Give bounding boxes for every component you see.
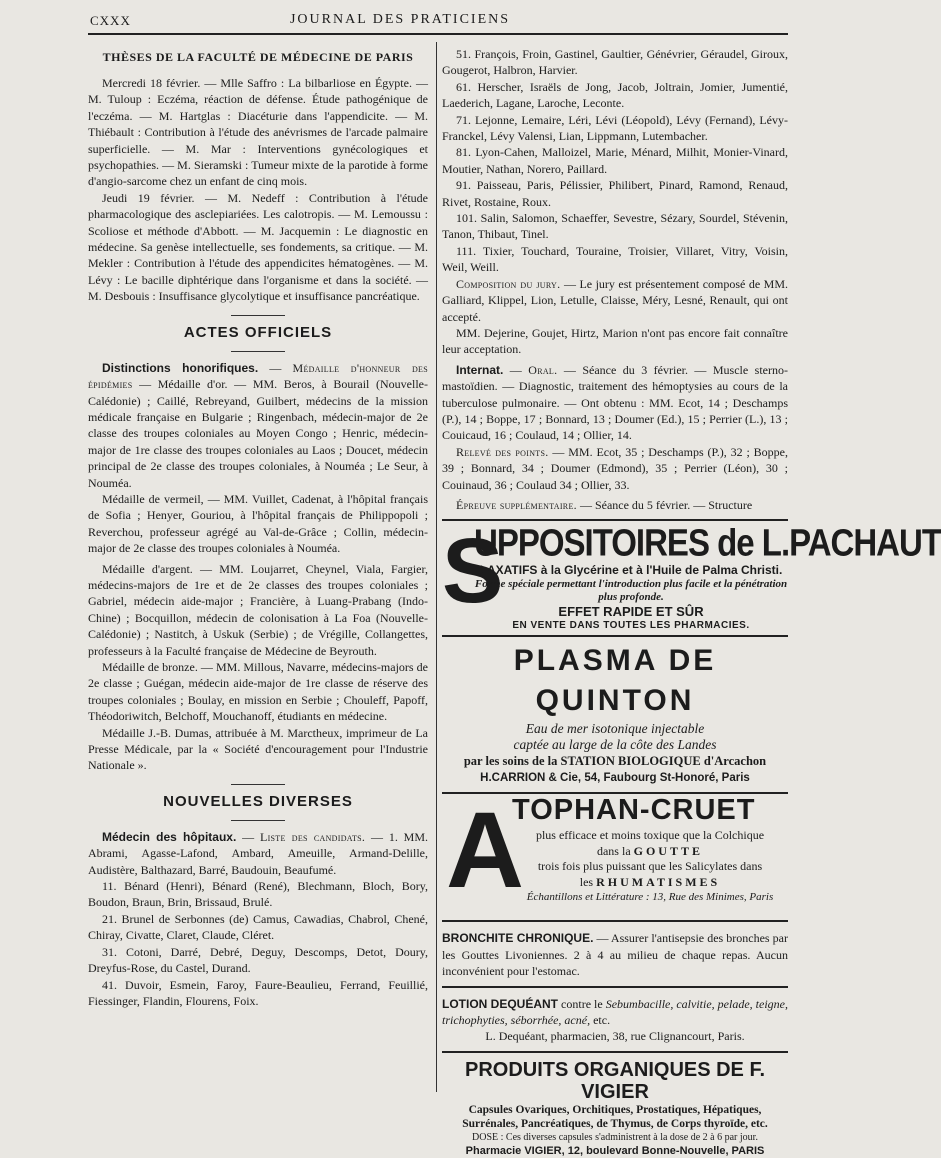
- jury-paragraph: [442, 276, 788, 325]
- ad-atophan-line4: [512, 875, 788, 891]
- left-column: [88, 46, 428, 1009]
- ad-bronchite-body: — Assurer l'antisepsie des bronches par les Gouttes Livoniennes. 2 à 4 au milieu de chaque repas. Aucun inconvénient pour l'estomac.: [442, 931, 788, 979]
- jury-text: — Le jury est présentement composé de MM. Galliard, Klippel, Lion, Letulle, Claisse, Méry, Lesné, Renault, qui ont accepté.: [442, 276, 788, 324]
- ad-pachaut-initial: S: [442, 520, 504, 623]
- ad-atophan-goutte: GOUTTE: [633, 843, 703, 858]
- ad-pachaut-brand: UPPOSITOIRES de L.PACHAUT: [474, 521, 941, 565]
- nouvelles-list-label: Liste des candidats.: [259, 829, 366, 844]
- candidates-group: 11. Bénard (Henri), Bénard (René), Blechmann, Bloch, Bory, Boudon, Braun, Brin, Brissaud, Brulé.: [88, 879, 428, 910]
- jury-label: Composition du jury.: [456, 276, 561, 291]
- nouvelles-lead: Médecin des hôpitaux.: [102, 829, 237, 844]
- ad-vigier-line3: DOSE : Ces diverses capsules s'administrent à la dose de 2 à 6 par jour.: [472, 1131, 758, 1143]
- actes-title: ACTES OFFICIELS: [183, 323, 333, 341]
- candidates-group: 91. Paisseau, Paris, Pélissier, Philibert, Pinard, Ramond, Renaud, Rivet, Rostaine, Roux.: [442, 178, 788, 209]
- candidates-group: 111. Tixier, Touchard, Touraine, Troisier, Villaret, Vitry, Voisin, Weil, Weill.: [442, 243, 788, 275]
- section-divider: [231, 351, 285, 352]
- ad-atophan-title: TOPHAN-CRUET: [512, 794, 756, 827]
- ad-pachaut-line3: EFFET RAPIDE ET SÛR: [558, 604, 704, 620]
- theses-title: THÈSES DE LA FACULTÉ DE MÉDECINE DE PARIS: [102, 50, 414, 64]
- candidates-group: 21. Brunel de Serbonnes (de) Camus, Cawadias, Chabrol, Chené, Chiray, Civatte, Claret, Claude, Cléret.: [88, 911, 428, 943]
- internat-oral-label: Oral.: [528, 362, 558, 377]
- actes-paragraph: Distinctions honorifiques. — Médaille d'honneur des épidémies — Médaille d'or. — MM. Beros, à Bourail (Nouvelle-Calédonie) ; Caillé, Rebreyand, Guilbert, médecins de la mission médicale française en Bulgarie ; Ringenbach, médecin-major de 2e classe des troupes coloniales au Moyen Congo ; Henric, médecin-major de 1re classe des troupes coloniales au Laos ; Doucet, médecin principal de 2e classe des troupes coloniales, à Nouméa ; Le Seur, à Nouméa.: [88, 360, 429, 490]
- jury-paragraph-2: MM. Dejerine, Goujet, Hirtz, Marion n'ont pas encore fait connaître leur acceptation.: [442, 325, 788, 357]
- ad-vigier-title: PRODUITS ORGANIQUES DE F. VIGIER: [464, 1058, 766, 1103]
- epreuve-paragraph: [442, 497, 788, 513]
- ad-pachaut-line2: Forme spéciale permettant l'introduction plus facile et la pénétration plus profonde.: [474, 578, 788, 604]
- ad-quinton-line3: par les soins de la STATION BIOLOGIQUE d'Arcachon: [463, 754, 767, 769]
- releve-text: — MM. Ecot, 35 ; Deschamps (P.), 32 ; Boppe, 39 ; Bonnard, 34 ; Doumer (Edmond), 35 ; Perrier (Léon), 30 ; Couinaud, 36 ; Coulaud 34 ; Ollier, 33.: [442, 444, 789, 492]
- theses-paragraph: Jeudi 19 février. — M. Nedeff : Contribution à l'étude pharmacologique des asclepiariées. Les calotropis. — M. Lemoussu : Scoliose et méthode d'Abbott. — M. Jacquemin : Le diagnostic en médecine. Sa genèse intellectuelle, ses fondements, sa critique. — M. Mekler : Contribution à l'étude des appendicites hématogènes. — M. Lévy : Le bacille diphtérique dans l'organisme et dans la société. — M. Desbouis : Insuffisance glycolytique et insuffisance pancréatique.: [88, 190, 428, 304]
- actes-paragraph: Médaille de vermeil, — MM. Vuillet, Cadenat, à l'hôpital français de Sofia ; Henyer, Gouriou, à l'hôpital français de Philippopoli ; Reverchou, professeur agrégé au Val-de-Grâce ; Collin, médecin-major de 2e classe des troupes coloniales à Nouméa.: [88, 491, 428, 556]
- ad-atophan-body: [512, 828, 788, 906]
- candidates-group: 51. François, Froin, Gastinel, Gaultier, Génévrier, Géraudel, Giroux, Gougerot, Halbron, Harvier.: [442, 47, 788, 78]
- actes-paragraph: Médaille d'argent. — MM. Loujarret, Cheynel, Viala, Fargier, médecins-majors de 1re et de 2e classes des troupes coloniales ; Gabriel, médecin aide-major ; Francière, à Luang-Prabang (Indo-Chine) ; Bocquillon, médecin de colonisation à La Foa (Nouvelle-Calédonie) ; Nastitch, à Uskuk (Serbie) ; de Vrégille, Collangettes, professeurs à la Faculté française de Médecine de Beyrouth.: [88, 561, 428, 658]
- ad-quinton-line4: H.CARRION & Cie, 54, Faubourg St-Honoré, Paris: [480, 772, 750, 785]
- ad-pachaut-line4: EN VENTE DANS TOUTES LES PHARMACIES.: [512, 620, 750, 632]
- candidates-group: 81. Lyon-Cahen, Malloizel, Marie, Ménard, Milhit, Monier-Vinard, Moutier, Nathan, Norero, Paillard.: [442, 145, 788, 176]
- ad-dequeant-italic: Sebumbacille, calvitie, pelade, teigne, trichophyties, séborrhée, acné,: [442, 996, 788, 1027]
- releve-label: Relevé des points.: [456, 444, 549, 459]
- candidates-group: 101. Salin, Salomon, Schaeffer, Sevestre, Sézary, Sourdel, Stévenin, Tanon, Thibaut, Tinel.: [442, 211, 788, 242]
- nouvelles-paragraph: Médecin des hôpitaux. — Liste des candidats. — 1. MM. Abrami, Agasse-Lafond, Ambard, Ameuille, Armand-Delille, Audistère, Balthazard, Barré, Baudouin, Beaufumé.: [88, 829, 429, 877]
- ad-vigier-line4: Pharmacie VIGIER, 12, boulevard Bonne-Nouvelle, PARIS: [465, 1144, 765, 1157]
- candidates-group: 41. Duvoir, Esmein, Faroy, Faure-Beaulieu, Ferrand, Feuillié, Fiessinger, Flandin, Flourens, Foix.: [88, 977, 428, 1008]
- ad-vigier-line2: Surrénales, Pancréatiques, de Thymus, de Corps thyroïde, etc.: [462, 1117, 768, 1130]
- epreuve-label: Épreuve supplémentaire.: [456, 497, 577, 512]
- column-divider: [436, 42, 437, 1092]
- candidates-group: 31. Cotoni, Darré, Debré, Deguy, Descomps, Detot, Doury, Dreyfus-Rose, du Castel, Durand.: [88, 944, 428, 976]
- section-divider: [231, 315, 285, 316]
- ad-atophan: [442, 789, 788, 922]
- ad-vigier-line1: Capsules Ovariques, Orchitiques, Prostatiques, Hépatiques,: [468, 1103, 762, 1116]
- actes-paragraph: Médaille J.-B. Dumas, attribuée à M. Marctheux, imprimeur de La Presse Médicale, par la « Société d'encouragement pour l'Industrie Nationale ».: [88, 725, 428, 773]
- ad-pachaut-body: [474, 521, 941, 632]
- ad-dequeant-text: [442, 996, 788, 1029]
- actes-medal-type: Médaille d'honneur des épidémies: [88, 360, 428, 392]
- ad-atophan-line3: trois fois plus puissant que les Salicylates dans: [537, 859, 763, 874]
- internat-lead: Internat.: [456, 362, 504, 377]
- epreuve-text: — Séance du 5 février. — Structure: [579, 497, 753, 512]
- ad-dequeant-lead: LOTION DEQUÉANT: [442, 996, 559, 1011]
- ad-pachaut-line1: LAXATIFS à la Glycérine et à l'Huile de Palma Christi.: [479, 563, 783, 578]
- actes-text: — Médaille d'or. — MM. Beros, à Bourail (Nouvelle-Calédonie) ; Caillé, Rebreyand, Guilbert, médecins de la mission médicale française en Bulgarie ; Ringenbach, médecin-major de 2e classe des troupes coloniales au Moyen Congo ; Henric, médecin-major de 1re classe des troupes coloniales au Laos ; Doucet, médecin principal de 2e classe des troupes coloniales, à Nouméa ; Le Seur, à Nouméa.: [88, 377, 429, 490]
- actes-lead: Distinctions honorifiques.: [102, 360, 259, 375]
- ad-atophan-initial: A: [446, 789, 524, 911]
- internat-text: — Séance du 3 février. — Muscle sterno-mastoïdien. — Diagnostic, traitement des hémoptysies au cours de la tuberculose pulmonaire. — Ont obtenu : MM. Ecot, 14 ; Deschamps (P.), 14 ; Boppe, 17 ; Bonnard, 13 ; Doumer (Ed.), 15 ; Perrier (L.), 13 ; Couicaud, 16 ; Coulaud, 14 ; Ollier, 14.: [442, 362, 788, 443]
- candidates-group: 61. Herscher, Israëls de Jong, Jacob, Joltrain, Jomier, Jumentié, Laederich, Lagane, Laroche, Leconte.: [442, 79, 788, 111]
- ad-bronchite-lead: BRONCHITE CHRONIQUE.: [442, 931, 594, 946]
- theses-paragraph: Mercredi 18 février. — Mlle Saffro : La bilbarliose en Égypte. — M. Tuloup : Eczéma, réaction de défense. Étude pathogénique de l'eczéma. — M. Hartglas : Diacéturie dans l'appendicite. — M. Thiébault : Contribution à l'étude des anévrismes de l'arcade palmaire superficielle. — M. Mar : Interventions gynécologiques et psychopathies. — M. Sieramski : Tumeur mixte de la parotide à forme d'angio-sarcome chez un enfant de cinq mois.: [88, 76, 428, 189]
- ad-dequeant-text1: contre le: [561, 996, 603, 1011]
- ad-dequeant: [442, 988, 788, 1053]
- section-divider: [231, 784, 285, 785]
- right-column: [442, 46, 941, 1158]
- header-rule: [88, 33, 788, 35]
- internat-paragraph: Internat. — Oral. — Séance du 3 février. — Muscle sterno-mastoïdien. — Diagnostic, traitement des hémoptysies au cours de la tuberculose pulmonaire. — Ont obtenu : MM. Ecot, 14 ; Deschamps (P.), 14 ; Boppe, 17 ; Bonnard, 13 ; Doumer (Ed.), 15 ; Perrier (L.), 13 ; Couicaud, 16 ; Coulaud, 14 ; Ollier, 14.: [442, 362, 788, 443]
- ad-quinton-title: PLASMA DE QUINTON: [513, 644, 717, 718]
- page-number: CXXX: [90, 13, 131, 28]
- releve-paragraph: [442, 444, 788, 493]
- ad-atophan-line5: Échantillons et Littérature : 13, Rue des Minimes, Paris: [526, 891, 774, 904]
- ad-atophan-line2: [512, 844, 788, 860]
- ad-dequeant-address: L. Dequéant, pharmacien, 38, rue Clignancourt, Paris.: [485, 1029, 745, 1044]
- ad-atophan-rhumatismes: RHUMATISMES: [596, 874, 721, 889]
- candidates-group: 71. Lejonne, Lemaire, Léri, Lévi (Léopold), Lévy (Fernand), Lévy-Franckel, Lévy Valensi, Lian, Lippmann, Lutembacher.: [442, 112, 788, 144]
- ad-quinton-line1: Eau de mer isotonique injectable: [525, 721, 705, 737]
- ad-pachaut: [442, 520, 941, 637]
- ad-quinton-line2: captée au large de la côte des Landes: [513, 737, 717, 753]
- ad-atophan-line4a: les: [579, 874, 594, 889]
- ad-dequeant-text2: etc.: [593, 1013, 611, 1027]
- ad-vigier: [442, 1053, 788, 1158]
- actes-paragraph: Médaille de bronze. — MM. Millous, Navarre, médecins-majors de 2e classe ; Guégan, médecin aide-major de 1re classe de réserve des troupes coloniales ; Boulay, en mission en Serbie ; Chouleff, Papoff, Théodoriwitch, Belchoff, Mouchanoff, étudiants en médecine.: [88, 660, 428, 724]
- section-divider: [231, 820, 285, 821]
- ad-bronchite-text: [442, 930, 788, 979]
- running-title: JOURNAL DES PRATICIENS: [289, 12, 511, 27]
- ad-atophan-line1: plus efficace et moins toxique que la Colchique: [535, 828, 765, 843]
- nouvelles-title: NOUVELLES DIVERSES: [163, 792, 353, 810]
- ad-bronchite: [442, 922, 788, 987]
- nouvelles-text: — 1. MM. Abrami, Agasse-Lafond, Ambard, Ameuille, Armand-Delille, Audistère, Balthazard, Barré, Baudouin, Beaufumé.: [88, 829, 429, 877]
- ad-atophan-line2a: dans la: [596, 843, 631, 858]
- ad-quinton: [442, 637, 788, 794]
